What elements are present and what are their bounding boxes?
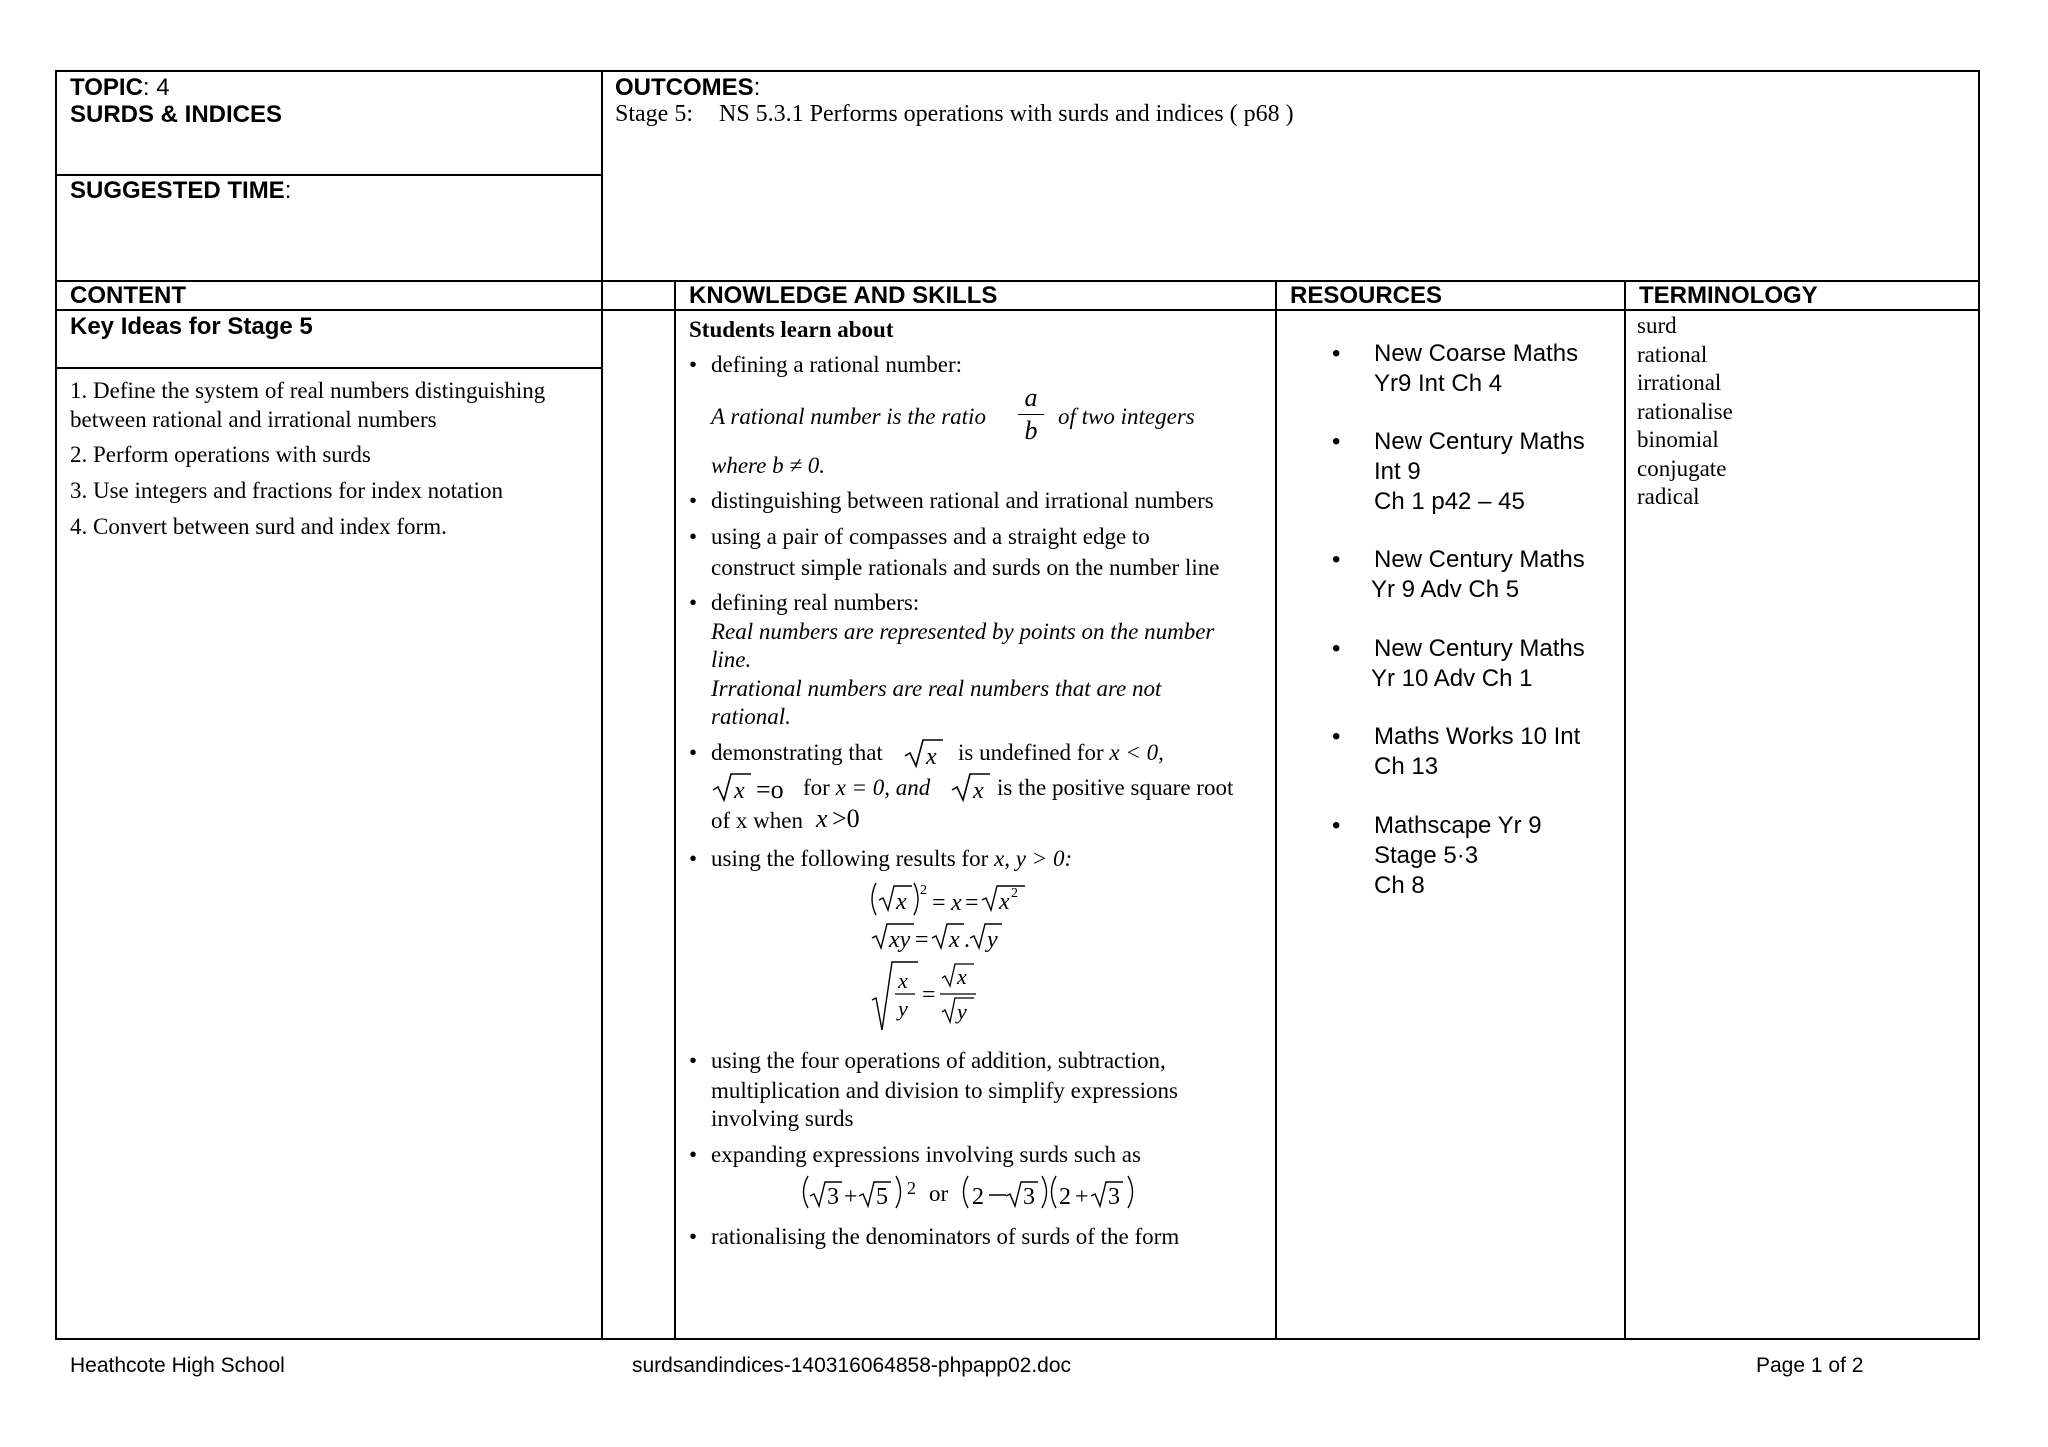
resource-6-line-1: Mathscape Yr 9 [1374, 812, 1542, 839]
resource-5-line-2: Ch 13 [1374, 753, 1439, 780]
ks-bullet-distinguish: • distinguishing between rational and irrational numbers [711, 487, 1214, 515]
svg-text:x: x [949, 927, 960, 953]
x-greater-than-zero [814, 803, 874, 835]
resource-6-line-3: Ch 8 [1374, 872, 1425, 899]
svg-text:x: x [816, 804, 828, 833]
svg-text:=: = [922, 982, 936, 1008]
outcomes-colon: : [753, 74, 761, 101]
outcomes-stage: Stage 5: [615, 101, 693, 127]
svg-text:x: x [999, 889, 1010, 915]
resource-bullet-2: • [1332, 428, 1341, 455]
suggested-time-label: SUGGESTED TIME [70, 177, 285, 204]
svg-text:=o: =o [756, 775, 784, 804]
resource-bullet-3: • [1332, 546, 1341, 573]
resource-item-4 [1371, 634, 1585, 694]
ks-demo-d: for [803, 775, 830, 800]
content-item-1a: 1. Define the system of real numbers distinguishing [70, 378, 546, 403]
expansion-formula-2 [960, 1172, 1150, 1212]
col-divider-3 [1275, 280, 1277, 1340]
svg-text:3: 3 [827, 1184, 839, 1210]
resource-3-line-2: Yr 9 Adv Ch 5 [1371, 576, 1520, 603]
ks-bullet-real: • defining real numbers: [711, 589, 919, 617]
resource-item-1 [1374, 339, 1578, 399]
topic-label: TOPIC [70, 74, 143, 101]
topic-cell [70, 74, 170, 102]
ks-bullet-demonstrating [711, 739, 883, 767]
suggested-time [70, 177, 291, 205]
ks-expanding-or: or [929, 1181, 949, 1206]
svg-text:=: = [915, 927, 929, 953]
outcomes-label: OUTCOMES [615, 74, 754, 101]
ks-four-ops-l3: involving surds [711, 1106, 854, 1131]
term-rational: rational [1637, 341, 1708, 367]
resource-2-line-1: New Century Maths [1374, 428, 1585, 455]
topic-number: : 4 [142, 74, 170, 101]
resource-item-2 [1374, 427, 1585, 517]
svg-text:=: = [932, 890, 946, 916]
fraction-a-over-b [1018, 384, 1044, 445]
sqrt-x-equals-zero [711, 770, 791, 804]
svg-text:3: 3 [1023, 1184, 1035, 1210]
resource-item-5 [1374, 722, 1580, 782]
outcomes-line [615, 100, 1294, 128]
term-binomial: binomial [1637, 427, 1719, 452]
svg-text:x: x [973, 778, 984, 804]
surd-identities-formula [870, 880, 1070, 1040]
ks-demo-undefined [958, 739, 1164, 767]
resource-item-6 [1374, 811, 1542, 901]
resource-4-line-1: New Century Maths [1374, 635, 1585, 662]
term-surd: surd [1637, 313, 1677, 338]
svg-text:y: y [987, 927, 998, 953]
content-item-1b: between rational and irrational numbers [70, 407, 437, 432]
terminology-list [1637, 312, 1733, 512]
ks-demo-f: is the positive square root [997, 775, 1234, 800]
terminology-header: TERMINOLOGY [1639, 282, 1818, 309]
ks-rational-def-b: of two integers [1058, 404, 1195, 429]
ks-compasses-l2: construct simple rationals and surds on the number line [711, 555, 1220, 580]
svg-text:xy: xy [889, 927, 911, 953]
col-divider-4 [1624, 280, 1626, 1340]
divider-key-ideas [55, 367, 602, 369]
content-item-2: 2. Perform operations with surds [70, 442, 371, 467]
table-border-top [55, 70, 1980, 72]
ks-demo-of-x [711, 807, 803, 835]
ks-bullet-rational: • defining a rational number: [711, 351, 962, 379]
frac-den: b [1024, 416, 1038, 445]
expansion-formula-1 [800, 1172, 920, 1212]
ks-bullet-results [711, 845, 1072, 873]
ks-results-vars: x, y > 0: [994, 846, 1073, 871]
divider-topic-time [55, 174, 602, 176]
ks-real-l1: Real numbers are represented by points on the number [711, 619, 1215, 644]
key-ideas-heading: Key Ideas for Stage 5 [70, 313, 313, 340]
resource-1-line-2: Yr9 Int Ch 4 [1374, 370, 1503, 397]
ks-real-l4: rational. [711, 704, 791, 729]
ks-rational-def-a: A rational number is the ratio [711, 404, 986, 429]
svg-text:2: 2 [972, 1184, 984, 1210]
svg-text:2: 2 [1059, 1184, 1071, 1210]
resource-3-line-1: New Century Maths [1374, 546, 1585, 573]
resource-bullet-1: • [1332, 340, 1341, 367]
svg-text:x: x [951, 890, 962, 916]
resource-4-line-2: Yr 10 Adv Ch 1 [1371, 665, 1533, 692]
ks-bullet-compasses: • using a pair of compasses and a straight edge to [711, 523, 1150, 551]
svg-text:.: . [964, 927, 970, 953]
svg-text:x: x [896, 889, 907, 915]
outcomes-text: NS 5.3.1 Performs operations with surds and indices ( p68 ) [719, 101, 1294, 127]
svg-text:x: x [898, 968, 908, 993]
svg-text:=: = [965, 890, 979, 916]
ks-demo-e: x = 0, and [835, 775, 931, 800]
table-border-bottom [55, 1338, 1980, 1340]
col-divider-1 [601, 70, 603, 1340]
ks-demo-b: is undefined for [958, 740, 1104, 765]
ks-bullet-rationalising: • rationalising the denominators of surds of the form [711, 1223, 1179, 1251]
term-rationalise: rationalise [1637, 398, 1733, 424]
ks-demo-g: of [711, 808, 731, 833]
svg-text:2: 2 [1011, 886, 1018, 901]
students-learn-heading: Students learn about [689, 317, 894, 342]
ks-demo-for-zero [803, 774, 930, 802]
svg-text:+: + [1075, 1184, 1089, 1210]
frac-bar [1018, 414, 1044, 415]
svg-text:5: 5 [876, 1184, 888, 1210]
term-radical: radical [1637, 484, 1700, 509]
table-border-right [1978, 70, 1980, 1340]
resource-6-line-2: Stage 5·3 [1374, 842, 1479, 869]
svg-text:x: x [926, 744, 937, 770]
ks-rational-def-c: where b ≠ 0. [711, 453, 825, 478]
resource-2-line-3: Ch 1 p42 – 45 [1374, 488, 1525, 515]
svg-text:>0: >0 [832, 804, 860, 833]
outcomes-heading [615, 74, 760, 102]
ks-demo-a: demonstrating that [711, 740, 883, 765]
footer-filename: surdsandindices-140316064858-phpapp02.doc [632, 1354, 1072, 1377]
svg-text:y: y [957, 999, 967, 1024]
ks-demo-c: x < 0, [1109, 740, 1164, 765]
suggested-time-colon: : [284, 177, 292, 204]
frac-num: a [1024, 383, 1038, 412]
knowledge-header: KNOWLEDGE AND SKILLS [689, 282, 998, 309]
content-item-3: 3. Use integers and fractions for index notation [70, 478, 504, 503]
resource-2-line-2: Int 9 [1374, 458, 1421, 485]
resource-item-3 [1371, 545, 1585, 605]
ks-bullet-four-ops: • using the four operations of addition, subtraction, [711, 1047, 1166, 1075]
ks-real-l2: line. [711, 647, 752, 672]
resource-1-line-1: New Coarse Maths [1374, 340, 1579, 367]
footer-school: Heathcote High School [70, 1354, 285, 1377]
resource-bullet-5: • [1332, 723, 1341, 750]
ks-results-a: using the following results for [711, 846, 989, 871]
col-divider-2 [674, 280, 676, 1340]
svg-text:2: 2 [920, 883, 927, 898]
ks-four-ops-l2: multiplication and division to simplify expressions [711, 1078, 1178, 1103]
resource-bullet-6: • [1332, 812, 1341, 839]
resource-bullet-4: • [1332, 635, 1341, 662]
svg-text:x: x [734, 778, 745, 804]
term-irrational: irrational [1637, 370, 1722, 395]
svg-text:2: 2 [907, 1178, 916, 1198]
resource-5-line-1: Maths Works 10 Int [1374, 723, 1581, 750]
ks-bullet-expanding: • expanding expressions involving surds such as [711, 1141, 1141, 1169]
ks-real-l3: Irrational numbers are real numbers that are not [711, 676, 1162, 701]
svg-text:+: + [844, 1184, 858, 1210]
sqrt-x-formula-2 [950, 770, 992, 804]
footer-page-number: Page 1 of 2 [1756, 1354, 1864, 1377]
ks-demo-h: x when [735, 808, 803, 833]
term-conjugate: conjugate [1637, 455, 1727, 481]
resources-header: RESOURCES [1290, 282, 1443, 309]
topic-title: SURDS & INDICES [70, 101, 283, 128]
sqrt-x-formula-1 [903, 736, 945, 770]
content-item-4: 4. Convert between surd and index form. [70, 514, 447, 539]
svg-text:3: 3 [1108, 1184, 1120, 1210]
content-header: CONTENT [70, 282, 186, 309]
table-border-left [55, 70, 57, 1340]
svg-text:x: x [957, 964, 967, 989]
svg-text:y: y [898, 996, 908, 1021]
